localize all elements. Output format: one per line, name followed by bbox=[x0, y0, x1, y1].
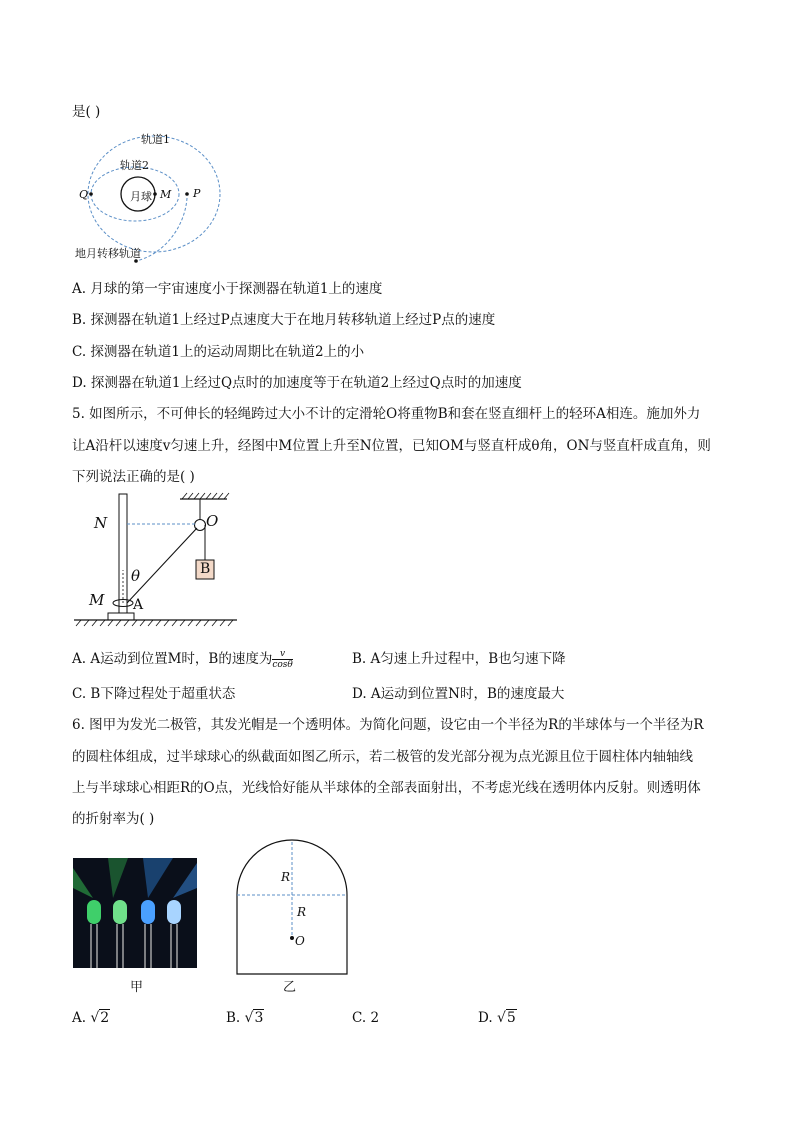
orbit2-label: 轨道2 bbox=[120, 159, 149, 172]
q5-option-d: D. A运动到位置N时，B的速度最大 bbox=[352, 686, 565, 702]
cross-section-diagram bbox=[236, 840, 348, 976]
q4-option-a: A. 月球的第一宇宙速度小于探测器在轨道1上的速度 bbox=[72, 281, 383, 297]
q6-option-c: C. 2 bbox=[352, 1010, 380, 1026]
q5-line-1: 5. 如图所示，不可伸长的轻绳跨过大小不计的定滑轮O将重物B和套在竖直细杆上的轻环A相连。施加外力 bbox=[72, 406, 701, 422]
q5-option-b: B. A匀速上升过程中，B也匀速下降 bbox=[352, 651, 566, 667]
label-o-section: O bbox=[295, 934, 305, 948]
q5-option-c: C. B下降过程处于超重状态 bbox=[72, 686, 236, 702]
q6-line-2: 的圆柱体组成，过半球球心的纵截面如图乙所示，若二极管的发光部分视为点光源且位于圆柱体内轴轴线 bbox=[72, 749, 693, 765]
label-r1: R bbox=[281, 870, 291, 884]
sqrt-symbol: √2 bbox=[90, 1010, 110, 1026]
led-photo bbox=[73, 858, 197, 968]
label-a: A bbox=[133, 597, 144, 613]
q4-option-d: D. 探测器在轨道1上经过Q点时的加速度等于在轨道2上经过Q点时的加速度 bbox=[72, 375, 522, 391]
label-jia: 甲 bbox=[130, 980, 144, 995]
sqrt-symbol: √3 bbox=[244, 1010, 264, 1026]
fraction-v-over-cos: $\frac{v}{\cos\theta}$ bbox=[272, 649, 293, 670]
label-m: M bbox=[89, 591, 105, 609]
orbit1-label: 轨道1 bbox=[141, 133, 170, 146]
point-o bbox=[290, 936, 294, 940]
q5-line-2: 让A沿杆以速度v匀速上升，经图中M位置上升至N位置，已知OM与竖直杆成θ角，ON与竖直杆成直角，则 bbox=[72, 438, 711, 454]
q4-stem-tail: 是( ) bbox=[72, 104, 101, 120]
q6-line-3: 上与半球球心相距R的O点，光线恰好能从半球体的全部表面射出，不考虑光线在透明体内反射。则透明体 bbox=[72, 780, 701, 796]
point-m-label: M bbox=[160, 188, 172, 201]
q6-line-1: 6. 图甲为发光二极管，其发光帽是一个透明体。为简化问题，设它由一个半径为R的半球体与一个半径为R bbox=[72, 717, 704, 733]
q4-option-c: C. 探测器在轨道1上的运动周期比在轨道2上的小 bbox=[72, 344, 365, 360]
label-n: N bbox=[94, 514, 108, 532]
label-b: B bbox=[200, 561, 211, 577]
q6-line-4: 的折射率为( ) bbox=[72, 811, 155, 827]
point-p-label: P bbox=[193, 187, 201, 200]
q5-option-a: A. A运动到位置M时，B的速度为 $\frac{v}{\cos\theta}$ bbox=[72, 649, 293, 670]
moon-label: 月球 bbox=[130, 190, 152, 203]
q6-option-d: D. √5 bbox=[478, 1010, 516, 1026]
label-r2: R bbox=[297, 905, 307, 919]
q6-option-b: B. √3 bbox=[226, 1010, 264, 1026]
label-theta: θ bbox=[131, 567, 141, 585]
q6-option-a: A. √2 bbox=[72, 1010, 110, 1026]
label-yi: 乙 bbox=[283, 980, 297, 995]
point-q-label: Q bbox=[79, 188, 89, 201]
transfer-orbit-label: 地月转移轨道 bbox=[75, 247, 141, 260]
label-o: O bbox=[206, 512, 219, 530]
sqrt-symbol: √5 bbox=[496, 1010, 516, 1026]
q5-line-3: 下列说法正确的是( ) bbox=[72, 469, 195, 485]
q4-option-b: B. 探测器在轨道1上经过P点速度大于在地月转移轨道上经过P点的速度 bbox=[72, 312, 496, 328]
